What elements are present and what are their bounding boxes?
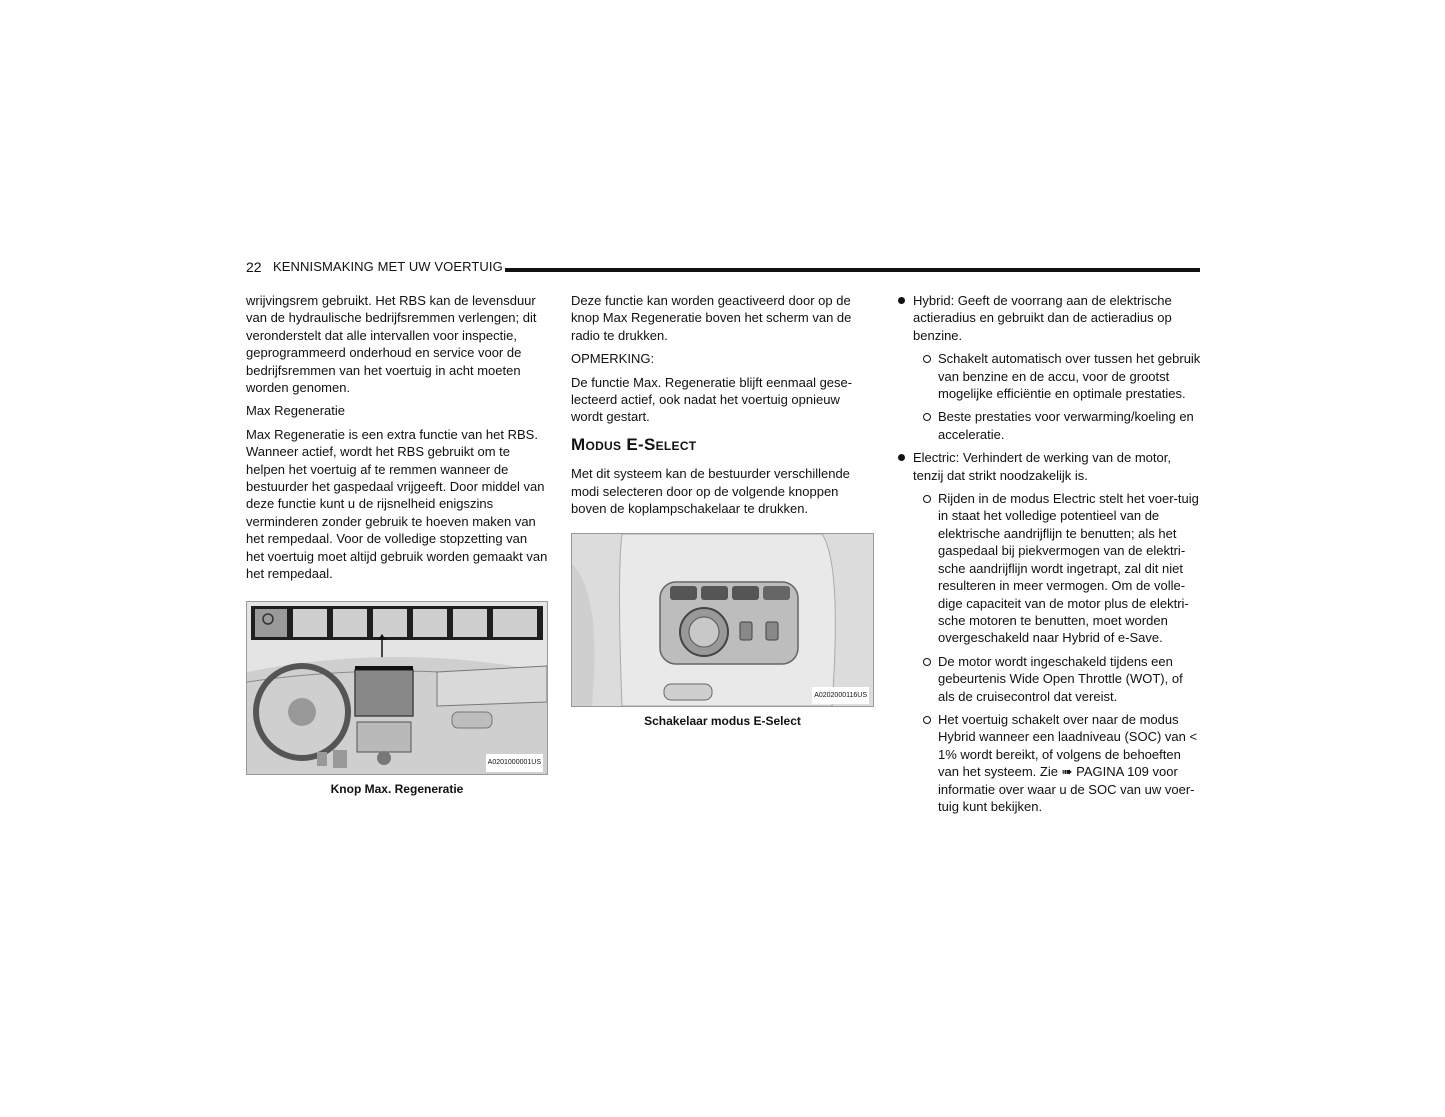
figure-e-select-switch	[571, 533, 874, 707]
arrow-right-icon: ➠	[1061, 764, 1073, 780]
sub-bullet: Rijden in de modus Electric stelt het voer-tuig in staat het volledige potentieel van de elektrische aandrijflijn te benutten; als het gaspedaal bij piekvermogen van de elektri-sche aandrijflijn wordt ingetrapt, zal dit niet resulteren in meer vermogen. Om de volle-dige capaciteit van de motor plus de elektri-sche motoren te benutten, moet worden overgeschakeld naar Hybrid of e-Save.	[896, 490, 1202, 647]
bullet-electric: Electric: Verhindert de werking van de motor, tenzij dat strikt noodzakelijk is.	[896, 449, 1202, 484]
figure-max-regeneratie	[246, 601, 548, 775]
figure-caption: Knop Max. Regeneratie	[330, 781, 464, 796]
section-heading-modus-e-select: Modus E-Select	[571, 434, 697, 454]
note-heading: OPMERKING:	[571, 351, 655, 367]
sub-bullet-text: voor informatie over waar u de SOC van uw voer-tuig kunt bekijken.	[938, 764, 1195, 814]
figure-code: A0201000001US	[486, 754, 543, 771]
sub-bullet: Beste prestaties voor verwarming/koeling en acceleratie.	[896, 408, 1202, 443]
paragraph: Met dit systeem kan de bestuurder verschillende modi selecteren door op de volgende knoppen boven de koplampschakelaar te drukken.	[571, 466, 850, 517]
paragraph: Deze functie kan worden geactiveerd door op de knop Max Regeneratie boven het scherm van de radio te drukken.	[571, 293, 852, 343]
page-reference-link[interactable]: PAGINA 109	[1076, 764, 1149, 780]
paragraph: wrijvingsrem gebruikt. Het RBS kan de levensduur van de hydraulische bedrijfsremmen verlengen; dit veronderstelt dat alle intervallen voor inspectie, geprogrammeerd onderhoud en service voor de bedrijfsremmen van het voertuig in acht moeten worden genomen.	[246, 293, 537, 396]
figure-caption: Schakelaar modus E-Select	[644, 714, 801, 729]
sub-bullet: Schakelt automatisch over tussen het gebruik van benzine en de accu, voor de grootst mogelijke efficiëntie en optimale prestaties.	[896, 350, 1202, 402]
paragraph: Max Regeneratie is een extra functie van het RBS. Wanneer actief, wordt het RBS gebruikt om te helpen het voertuig af te remmen wanneer de bestuurder het gaspedaal vrijgeeft. Door middel van deze functie kunt u de rijsnelheid enigszins verminderen zonder gebruik te hoeven maken van het rempedaal. Voor de volledige stopzetting van het voertuig moet altijd gebruik worden gemaakt van het rempedaal.	[246, 426, 548, 582]
section-title: KENNISMAKING MET UW VOERTUIG	[273, 259, 503, 274]
header-rule	[505, 268, 1200, 272]
sub-bullet: De motor wordt ingeschakeld tijdens een gebeurtenis Wide Open Throttle (WOT), of als de cruisecontrol dat vereist.	[896, 653, 1202, 705]
column-2	[571, 292, 874, 731]
subheading-max-regeneratie: Max Regeneratie	[246, 403, 345, 419]
sub-bullet	[896, 711, 1202, 815]
sub-bullet-text: Het voertuig schakelt over naar de modus Hybrid wanneer een laadniveau (SOC) van < 1% wordt bereikt, of volgens de behoeften van het systeem. Zie	[938, 711, 1198, 780]
bullet-hybrid: Hybrid: Geeft de voorrang aan de elektrische actieradius en gebruikt dan de actieradius op benzine.	[896, 292, 1202, 344]
page-header	[246, 258, 1200, 278]
note-text: De functie Max. Regeneratie blijft eenmaal gese-lecteerd actief, ook nadat het voertuig opnieuw wordt gestart.	[571, 374, 853, 425]
dashboard-illustration	[247, 602, 547, 774]
e-select-switch-illustration	[572, 534, 873, 706]
figure-code: A0202000116US	[812, 687, 869, 704]
column-1	[246, 292, 548, 798]
column-3	[896, 292, 1202, 821]
page-number: 22	[246, 259, 262, 275]
